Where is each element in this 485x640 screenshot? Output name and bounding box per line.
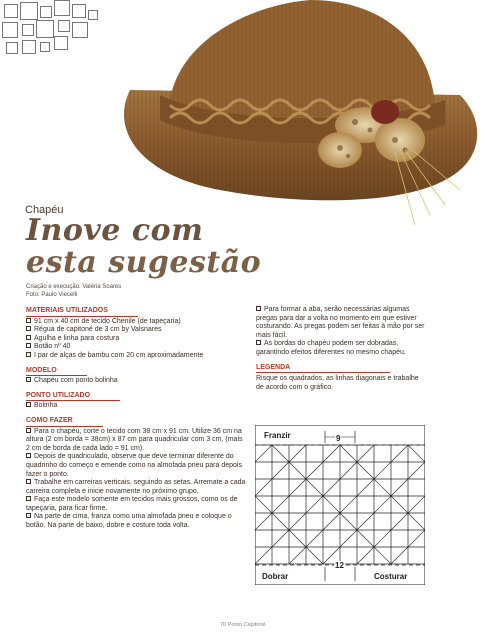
list-item: 91 cm x 40 cm de tecido Chenile (de tapeçaria) xyxy=(26,318,246,327)
instruction-paragraph: Trabalhe em carreiras verticais, seguindo as setas. Arremate a cada carreira completa e inicie novamente no próximo grupo. xyxy=(26,479,246,495)
list-item: Botão nº 40 xyxy=(26,343,246,352)
instruction-paragraph: Para formar a aba, serão necessárias algumas pregas para dar a volta no momento em que estiver costurando. As pregas podem ser feitas à mão por ser mais fácil. xyxy=(256,306,425,339)
instruction-paragraph: Na parte de cima, franza como uma almofada pneu e coloque o botão. Na parte de baixo, dobre e costure toda volta. xyxy=(26,513,232,530)
checkbox-icon xyxy=(26,453,31,458)
hat-photo xyxy=(100,0,485,245)
label-top-number: 9 xyxy=(336,434,341,443)
materials-heading: MATERIAIS UTILIZADOS xyxy=(26,307,138,317)
checkbox-icon xyxy=(26,318,31,323)
credit-creation: Criação e execução: Valéria Soares xyxy=(26,284,122,290)
checkbox-icon xyxy=(26,335,31,340)
how-to-heading: COMO FAZER xyxy=(26,417,103,427)
list-item: Agulha e linha para costura xyxy=(26,335,246,344)
right-column xyxy=(256,306,426,392)
checkbox-icon xyxy=(26,402,31,407)
checkbox-icon xyxy=(26,513,31,518)
legend-heading: LEGENDA xyxy=(256,364,390,374)
label-dobrar: Dobrar xyxy=(262,572,289,581)
left-column xyxy=(26,307,246,531)
page-footer: 70 Ponto Capitoné xyxy=(220,622,266,628)
instruction-paragraph: Faça este modelo somente em tecidos mais grossos, como os de tapeçaria, para ficar firme. xyxy=(26,496,238,512)
checkbox-icon xyxy=(26,377,31,382)
checkbox-icon xyxy=(26,343,31,348)
instruction-paragraph: Depois de quadriculado, observe que deve terminar diferente do quadrinho do começo e emende como na almofada pneu para depois fazer o ponto. xyxy=(26,453,242,478)
label-bottom-number: 12 xyxy=(335,561,344,570)
checkbox-icon xyxy=(26,496,31,501)
model-heading: MODELO xyxy=(26,367,87,377)
article-eyebrow: Chapéu xyxy=(25,204,64,216)
article-title-line1: Inove com xyxy=(26,213,204,248)
list-item: I par de alças de bambu com 20 cm aproximadamente xyxy=(26,352,246,361)
checkbox-icon xyxy=(256,340,261,345)
stitch-heading: PONTO UTILIZADO xyxy=(26,392,120,402)
materials-list xyxy=(26,318,246,361)
legend-text: Risque os quadrados, as linhas diagonais e trabalhe de acordo com o gráfico. xyxy=(256,375,419,391)
pattern-diagram xyxy=(255,425,425,585)
checkbox-icon xyxy=(26,428,31,433)
instruction-paragraph: Para o chapéu, corte o tecido com 38 cm x 91 cm. Utilize 36 cm na altura (2 cm borda = 38cm) x 87 cm para quadricular com 3 cm, (mais 2 cm de borda de cada lado = 91 cm). xyxy=(26,427,243,452)
credit-photo: Foto: Paulo Viecelli xyxy=(26,292,78,298)
label-costurar: Costurar xyxy=(374,572,408,581)
list-item: Bolinha xyxy=(26,402,246,411)
list-item: Régua de capitoné de 3 cm by Valsnares xyxy=(26,326,246,335)
checkbox-icon xyxy=(26,326,31,331)
article-title-line2: esta sugestão xyxy=(26,245,262,280)
list-item: Chapéu com ponto bolinha xyxy=(26,377,246,386)
instruction-paragraph: As bordas do chapéu podem ser dobradas, garantindo efeitos diferentes no mesmo chapéu. xyxy=(256,340,406,356)
label-franzir: Franzir xyxy=(264,431,291,440)
checkbox-icon xyxy=(26,479,31,484)
checkbox-icon xyxy=(26,352,31,357)
checkbox-icon xyxy=(256,306,261,311)
